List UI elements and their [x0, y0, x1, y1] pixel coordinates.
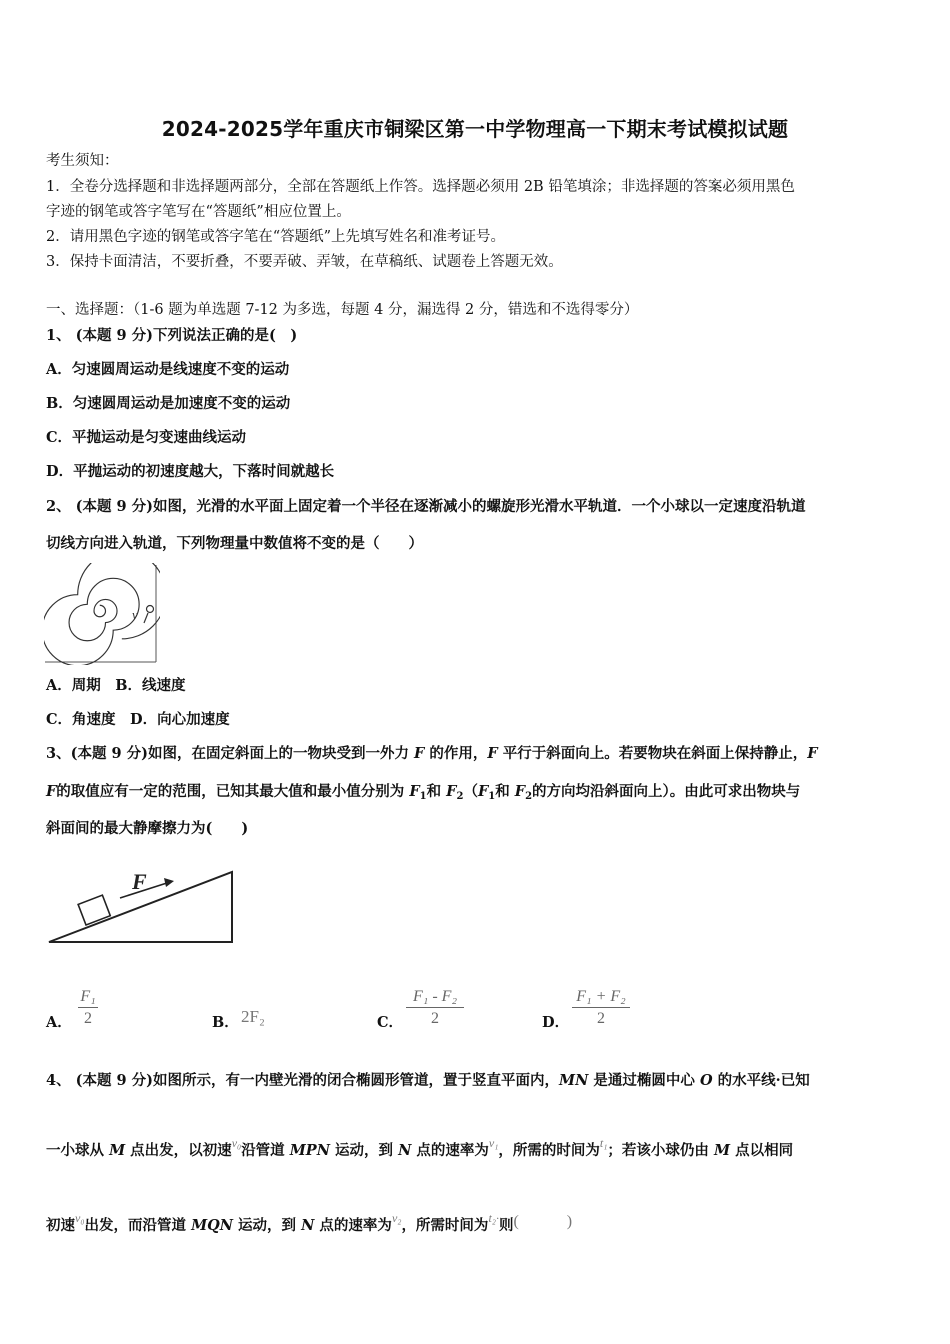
notice-line-2: 2．请用黑色字迹的钢笔或答字笔在“答题纸”上先填写姓名和准考证号。: [46, 229, 506, 245]
q4-stem-line-1: 4、 (本题 9 分)如图所示，有一内壁光滑的闭合椭圆形管道，置于竖直平面内，MN 是通过椭圆中心 O 的水平线·已知: [46, 1072, 810, 1089]
q3-option-c-fraction: F₁ - F₂ 2: [404, 988, 466, 1028]
q3-stem-line-3: 斜面间的最大静摩擦力为( ): [46, 820, 249, 837]
q2-stem-line-2: 切线方向进入轨道，下列物理量中数值将不变的是（ ）: [46, 535, 423, 552]
q3-option-a-label: A．: [46, 1014, 72, 1031]
spiral-track-figure: [44, 563, 160, 665]
notice-heading: 考生须知：: [46, 153, 119, 169]
velocity-label: v: [132, 607, 138, 622]
q4-stem-line-2: 一小球从 M 点出发，以初速$^{v_0}$沿管道 MPN 运动，到 N 点的速率为$^{v_1}$，所需的时间为$^{t_1}$；若该小球仍由 M 点以相同: [46, 1136, 794, 1159]
q1-stem: 1、 (本题 9 分)下列说法正确的是( ): [46, 327, 298, 344]
incline-figure: [46, 862, 238, 948]
q2-options-ab: A．周期 B．线速度: [46, 677, 186, 694]
q3-option-d-label: D．: [542, 1014, 570, 1031]
notice-line-1a: 1．全卷分选择题和非选择题两部分，全部在答题纸上作答。选择题必须用 2B 铅笔填涂；非选择题的答案必须用黑色: [46, 179, 795, 195]
q1-option-a: A．匀速圆周运动是线速度不变的运动: [46, 361, 290, 378]
force-label: F: [132, 869, 147, 894]
q3-option-a-fraction: F₁ 2: [76, 988, 100, 1028]
q2-stem-line-1: 2、 (本题 9 分)如图，光滑的水平面上固定着一个半径在逐渐减小的螺旋形光滑水平轨道．一个小球以一定速度沿轨道: [46, 498, 806, 515]
q2-options-cd: C．角速度 D．向心加速度: [46, 711, 230, 728]
q3-option-b-expr: 2F₂: [241, 1007, 265, 1026]
section-heading: 一、选择题：（1-6 题为单选题 7-12 为多选，每题 4 分，漏选得 2 分，错选和不选得零分）: [46, 302, 639, 318]
q3-option-d-fraction: F₁ + F₂ 2: [570, 988, 632, 1028]
q3-stem-line-2: F的取值应有一定的范围，已知其最大值和最小值分别为 $F_1$和 $F_2(F_1$和 $F_2$的方向均沿斜面向上）。由此可求出物块与: [46, 783, 801, 802]
page-title: 2024-2025学年重庆市铜梁区第一中学物理高一下期末考试模拟试题: [161, 117, 789, 141]
q1-option-b: B．匀速圆周运动是加速度不变的运动: [46, 395, 291, 412]
q3-option-b-label: B．: [212, 1014, 239, 1031]
q3-stem-line-1: 3、(本题 9 分)如图，在固定斜面上的一物块受到一外力 F 的作用，F 平行于斜面向上。若要物块在斜面上保持静止，F: [46, 745, 818, 762]
q3-option-c-label: C．: [377, 1014, 404, 1031]
q1-option-d: D．平抛运动的初速度越大，下落时间就越长: [46, 463, 335, 480]
q4-stem-line-3: 初速$^{v_0}$出发，而沿管道 MQN 运动，到 N 点的速率为$^{v_2}$，所需时间为$^{t_2\cdot}$则( ): [46, 1211, 573, 1234]
q1-option-c: C．平抛运动是匀变速曲线运动: [46, 429, 247, 446]
notice-line-3: 3．保持卡面清洁，不要折叠，不要弄破、弄皱，在草稿纸、试题卷上答题无效。: [46, 254, 563, 270]
notice-line-1b: 字迹的钢笔或答字笔写在“答题纸”相应位置上。: [46, 204, 351, 220]
